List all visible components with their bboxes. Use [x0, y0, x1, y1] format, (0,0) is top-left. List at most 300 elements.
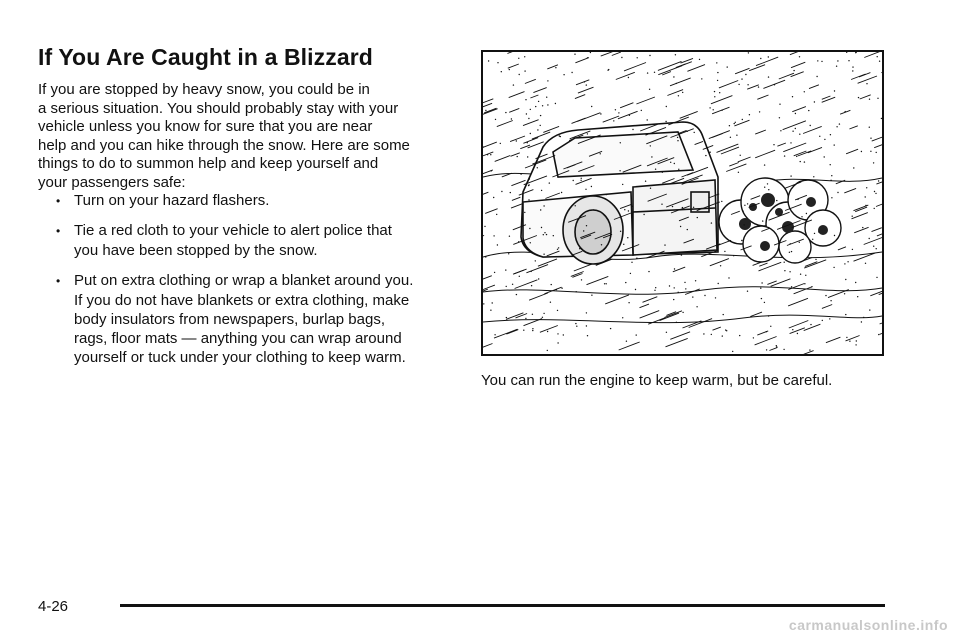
- snow-dot: [819, 136, 820, 137]
- snow-dot: [547, 80, 548, 81]
- snow-dot: [790, 175, 791, 176]
- snow-dot: [848, 60, 849, 61]
- snow-dot: [861, 321, 862, 322]
- snow-streak: [543, 126, 559, 132]
- snow-dot: [601, 244, 602, 245]
- snow-dot: [690, 164, 691, 165]
- snow-dot: [813, 176, 814, 177]
- snow-streak: [620, 103, 633, 108]
- snow-dot: [528, 199, 529, 200]
- snow-streak: [483, 103, 492, 110]
- snow-dot: [861, 151, 862, 152]
- snow-dot: [677, 140, 678, 141]
- snow-streak: [483, 276, 492, 282]
- snow-dot: [626, 341, 627, 342]
- snow-streak: [511, 180, 525, 185]
- snow-dot: [852, 216, 853, 217]
- snow-streak: [713, 327, 721, 330]
- snow-streak: [747, 85, 759, 89]
- snow-dot: [551, 284, 552, 285]
- snow-dot: [654, 290, 655, 291]
- snow-dot: [488, 60, 489, 61]
- snow-dot: [764, 164, 765, 165]
- snow-dot: [501, 191, 502, 192]
- snow-dot: [542, 105, 543, 106]
- snow-dot: [878, 334, 879, 335]
- snow-streak: [844, 188, 856, 193]
- snow-streak: [511, 153, 520, 157]
- snow-streak: [512, 197, 521, 200]
- intro-line: your passengers safe:: [38, 173, 186, 191]
- snow-dot: [591, 186, 592, 187]
- snow-dot: [543, 234, 544, 235]
- snow-dot: [768, 189, 769, 190]
- snow-streak: [872, 133, 882, 141]
- intro-paragraph: [38, 81, 458, 193]
- snow-dot: [647, 119, 648, 120]
- snow-dot: [680, 226, 681, 227]
- snow-dot: [591, 106, 592, 107]
- snow-dot: [747, 203, 748, 204]
- snow-dot: [654, 72, 655, 73]
- snow-streak: [483, 152, 493, 159]
- snow-dot: [878, 180, 879, 181]
- intro-line: a serious situation. You should probably stay with your: [38, 99, 399, 117]
- snow-dot: [714, 96, 715, 97]
- snow-streak: [791, 62, 805, 67]
- snow-streak: [483, 235, 484, 239]
- snow-streak: [881, 65, 882, 73]
- snow-streak: [877, 231, 882, 236]
- snow-dot: [866, 187, 867, 188]
- snow-dot: [651, 156, 652, 157]
- snow-dot: [483, 303, 484, 304]
- snow-dot: [600, 153, 601, 154]
- snow-dot: [710, 152, 711, 153]
- site-watermark: carmanualsonline.info: [788, 617, 948, 633]
- snow-dot: [849, 341, 850, 342]
- snow-dot: [724, 251, 725, 252]
- snow-dot: [727, 66, 728, 67]
- snow-dot: [673, 76, 674, 77]
- snow-dot: [856, 340, 857, 341]
- snow-streak: [874, 142, 882, 148]
- snow-streak: [530, 95, 538, 98]
- snow-streak: [687, 65, 705, 72]
- snow-dot: [576, 291, 577, 292]
- snow-dot: [716, 62, 717, 63]
- snow-dot: [717, 80, 718, 81]
- snow-dot: [874, 208, 875, 209]
- snow-dot: [876, 248, 877, 249]
- snow-dot: [852, 70, 853, 71]
- snow-dot: [670, 162, 671, 163]
- snow-streak: [804, 324, 821, 330]
- snow-dot: [622, 317, 623, 318]
- snow-dot: [523, 330, 524, 331]
- snow-dot: [512, 284, 513, 285]
- snow-dot: [766, 349, 767, 350]
- snow-streak: [618, 111, 638, 119]
- snow-dot: [543, 254, 544, 255]
- snow-dot: [555, 67, 556, 68]
- snow-dot: [740, 155, 741, 156]
- snow-dot: [759, 111, 760, 112]
- section-title: If You Are Caught in a Blizzard: [38, 44, 373, 70]
- snow-dot: [774, 84, 775, 85]
- snow-dot: [590, 52, 591, 53]
- snow-streak: [574, 264, 592, 271]
- snow-dot: [876, 277, 877, 278]
- intro-line: vehicle unless you know for sure that you are near: [38, 118, 373, 136]
- snow-streak: [495, 156, 511, 162]
- snow-dot: [741, 240, 742, 241]
- snow-dot: [874, 191, 875, 192]
- snow-dot: [628, 77, 629, 78]
- snow-dot: [517, 156, 518, 157]
- snow-streak: [483, 344, 493, 351]
- snow-dot: [873, 246, 874, 247]
- snow-dot: [685, 288, 686, 289]
- snow-streak: [666, 338, 688, 346]
- snow-dot: [587, 57, 588, 58]
- snow-dot: [709, 107, 710, 108]
- snow-dot: [604, 283, 605, 284]
- snow-dot: [608, 69, 609, 70]
- intro-line: things to do to summon help and keep yourself and: [38, 155, 379, 173]
- snow-dot: [805, 275, 806, 276]
- snow-dot: [779, 104, 780, 105]
- snow-dot: [804, 283, 805, 284]
- snow-streak: [876, 203, 882, 206]
- snow-dot: [738, 172, 739, 173]
- snow-streak: [879, 286, 882, 295]
- snow-dot: [799, 242, 800, 243]
- snow-dot: [510, 192, 511, 193]
- snow-streak: [603, 116, 619, 122]
- snow-streak: [755, 337, 777, 345]
- snow-dot: [627, 237, 628, 238]
- snow-streak: [494, 329, 518, 338]
- snow-dot: [694, 132, 695, 133]
- snow-streak: [689, 319, 712, 328]
- snow-dot: [800, 274, 801, 275]
- snow-dot: [673, 299, 674, 300]
- snow-dot: [863, 317, 864, 318]
- snow-streak: [508, 64, 519, 68]
- snow-dot: [796, 156, 797, 157]
- snow-dot: [877, 98, 878, 99]
- snow-dot: [557, 342, 558, 343]
- snow-dot: [666, 106, 667, 107]
- snow-dot: [824, 156, 825, 157]
- snow-streak: [516, 314, 528, 318]
- snow-streak: [510, 136, 525, 142]
- snow-dot: [789, 252, 790, 253]
- snow-dot: [623, 244, 624, 245]
- snow-dot: [870, 151, 871, 152]
- snow-streak: [520, 145, 530, 149]
- safety-bullet-list: [38, 191, 458, 377]
- snow-dot: [524, 70, 525, 71]
- snow-streak: [640, 311, 660, 319]
- snow-dot: [869, 127, 870, 128]
- snow-dot: [618, 112, 619, 113]
- snow-streak: [783, 143, 806, 152]
- snow-streak: [665, 311, 682, 318]
- snow-dot: [837, 192, 838, 193]
- snow-dot: [505, 269, 506, 270]
- snow-dot: [682, 312, 683, 313]
- snow-dot: [701, 208, 702, 209]
- snow-dot: [538, 278, 539, 279]
- snow-dot: [540, 115, 541, 116]
- snow-dot: [761, 282, 762, 283]
- snow-streak: [483, 142, 497, 147]
- snow-dot: [484, 226, 485, 227]
- snow-dot: [532, 330, 533, 331]
- snow-dot: [586, 312, 587, 313]
- bullet-icon: •: [56, 274, 61, 288]
- snow-dot: [676, 83, 677, 84]
- snow-dot: [625, 282, 626, 283]
- snow-streak: [523, 120, 539, 126]
- snow-dot: [519, 74, 520, 75]
- snow-dot: [563, 74, 564, 75]
- snow-dot: [537, 167, 538, 168]
- snow-dot: [866, 83, 867, 84]
- snow-streak: [576, 80, 589, 85]
- snow-dot: [591, 295, 592, 296]
- snow-dot: [620, 142, 621, 143]
- snow-dot: [852, 66, 853, 67]
- snow-dot: [538, 101, 539, 102]
- snow-streak: [509, 108, 519, 112]
- snow-streak: [523, 138, 538, 144]
- snow-dot: [797, 199, 798, 200]
- snow-streak: [788, 298, 808, 306]
- snow-dot: [792, 96, 793, 97]
- snow-streak: [872, 228, 882, 232]
- snow-dot: [797, 333, 798, 334]
- snow-streak: [619, 342, 640, 350]
- snow-dot: [648, 271, 649, 272]
- snow-dot: [650, 188, 651, 189]
- snow-dot: [664, 244, 665, 245]
- snow-dot: [696, 306, 697, 307]
- snow-dot: [633, 211, 634, 212]
- snow-streak: [529, 293, 548, 300]
- snow-dot: [799, 134, 800, 135]
- snow-dot: [641, 110, 642, 111]
- snow-dot: [876, 152, 877, 153]
- snow-streak: [858, 76, 877, 83]
- snow-dot: [830, 134, 831, 135]
- snow-dot: [816, 76, 817, 77]
- bullet-item-extra-clothing: [38, 271, 458, 367]
- snow-streak: [572, 118, 586, 123]
- snow-dot: [834, 235, 835, 236]
- snow-streak: [540, 326, 558, 333]
- snow-dot: [540, 125, 541, 126]
- snow-dot: [739, 335, 740, 336]
- snow-dot: [674, 268, 675, 269]
- snow-dot: [715, 297, 716, 298]
- snow-dot: [768, 315, 769, 316]
- snow-streak: [846, 149, 858, 154]
- snow-dot: [493, 197, 494, 198]
- snow-dot: [506, 317, 507, 318]
- snow-streak: [726, 164, 746, 172]
- snow-streak: [643, 297, 658, 303]
- snow-dot: [858, 97, 859, 98]
- snow-dot: [791, 251, 792, 252]
- snow-dot: [810, 125, 811, 126]
- snow-dot: [563, 334, 564, 335]
- snow-streak: [789, 321, 809, 329]
- snow-dot: [550, 302, 551, 303]
- snow-dot: [581, 178, 582, 179]
- snow-dot: [580, 180, 581, 181]
- snow-streak: [804, 351, 814, 354]
- snow-dot: [831, 175, 832, 176]
- snow-dot: [865, 263, 866, 264]
- snow-dot: [547, 104, 548, 105]
- snow-dot: [561, 288, 562, 289]
- snow-streak: [483, 109, 498, 118]
- snow-dot: [524, 212, 525, 213]
- bullet-icon: •: [56, 194, 61, 208]
- snow-dot: [869, 309, 870, 310]
- snow-dot: [792, 329, 793, 330]
- snow-dot: [496, 214, 497, 215]
- snow-dot: [665, 121, 666, 122]
- snow-dot: [834, 144, 835, 145]
- snow-streak: [838, 247, 846, 250]
- snow-dot: [490, 310, 491, 311]
- snow-dot: [692, 296, 693, 297]
- snow-dot: [513, 84, 514, 85]
- snow-dot: [831, 197, 832, 198]
- snow-dot: [811, 286, 812, 287]
- snow-dot: [853, 167, 854, 168]
- snow-dot: [497, 62, 498, 63]
- snow-dot: [766, 331, 767, 332]
- snow-dot: [557, 333, 558, 334]
- snow-dot: [824, 139, 825, 140]
- snow-dot: [697, 217, 698, 218]
- snow-dot: [825, 295, 826, 296]
- snow-dot: [730, 137, 731, 138]
- bullet-line: rags, floor mats — anything you can wrap around: [74, 330, 402, 347]
- snow-dot: [678, 292, 679, 293]
- snow-streak: [755, 150, 775, 158]
- snow-streak: [864, 52, 882, 58]
- figure-caption: You can run the engine to keep warm, but be careful.: [481, 372, 833, 389]
- snow-streak: [790, 328, 805, 334]
- snow-dot: [837, 60, 838, 61]
- snow-dot: [628, 302, 629, 303]
- snow-dot: [557, 249, 558, 250]
- snow-streak: [753, 262, 761, 265]
- snow-dot: [546, 234, 547, 235]
- snow-dot: [585, 189, 586, 190]
- snow-dot: [645, 181, 646, 182]
- snow-dot: [814, 101, 815, 102]
- snow-streak: [854, 227, 868, 233]
- snow-streak: [804, 260, 826, 268]
- snow-dot: [817, 60, 818, 61]
- snow-dot: [744, 205, 745, 206]
- blizzard-illustration: [481, 50, 884, 356]
- snow-streak: [616, 72, 635, 79]
- snow-dot: [809, 349, 810, 350]
- snow-streak: [792, 107, 806, 112]
- snow-dot: [531, 271, 532, 272]
- snow-streak: [640, 304, 650, 308]
- snow-dot: [636, 258, 637, 259]
- snow-dot: [516, 294, 517, 295]
- vehicle-in-snow-icon: [483, 52, 882, 354]
- snow-dot: [571, 72, 572, 73]
- snow-streak: [756, 57, 778, 66]
- bullet-line: If you do not have blankets or extra clothing, make: [74, 292, 410, 309]
- snow-streak: [605, 295, 629, 304]
- snow-dot: [768, 56, 769, 57]
- snow-dot: [661, 204, 662, 205]
- snow-dot: [815, 259, 816, 260]
- snow-dot: [508, 253, 509, 254]
- snow-dot: [531, 285, 532, 286]
- snow-streak: [849, 126, 857, 129]
- snow-dot: [487, 154, 488, 155]
- snow-dot: [606, 283, 607, 284]
- snow-dot: [729, 125, 730, 126]
- snow-dot: [773, 144, 774, 145]
- snow-streak: [578, 87, 594, 93]
- snow-dot: [678, 169, 679, 170]
- snow-streak: [755, 130, 766, 134]
- snow-dot: [493, 235, 494, 236]
- snow-dot: [845, 111, 846, 112]
- snow-dot: [559, 135, 560, 136]
- snow-streak: [483, 192, 488, 198]
- snow-dot: [537, 129, 538, 130]
- snow-dot: [687, 131, 688, 132]
- snow-dot: [812, 239, 813, 240]
- snow-streak: [735, 68, 749, 74]
- snow-streak: [864, 236, 882, 245]
- snow-streak: [721, 147, 739, 154]
- snow-dot: [869, 238, 870, 239]
- snow-dot: [491, 170, 492, 171]
- snow-dot: [573, 180, 574, 181]
- snow-streak: [852, 213, 868, 219]
- snow-dot: [714, 91, 715, 92]
- snow-streak: [525, 79, 536, 83]
- snow-dot: [862, 227, 863, 228]
- snow-dot: [526, 113, 527, 114]
- snow-dot: [584, 81, 585, 82]
- snow-dot: [836, 126, 837, 127]
- snow-dot: [847, 261, 848, 262]
- snow-dot: [682, 92, 683, 93]
- snow-dot: [742, 119, 743, 120]
- snow-dot: [518, 241, 519, 242]
- snow-streak: [846, 336, 860, 341]
- snow-dot: [725, 329, 726, 330]
- snow-dot: [881, 118, 882, 119]
